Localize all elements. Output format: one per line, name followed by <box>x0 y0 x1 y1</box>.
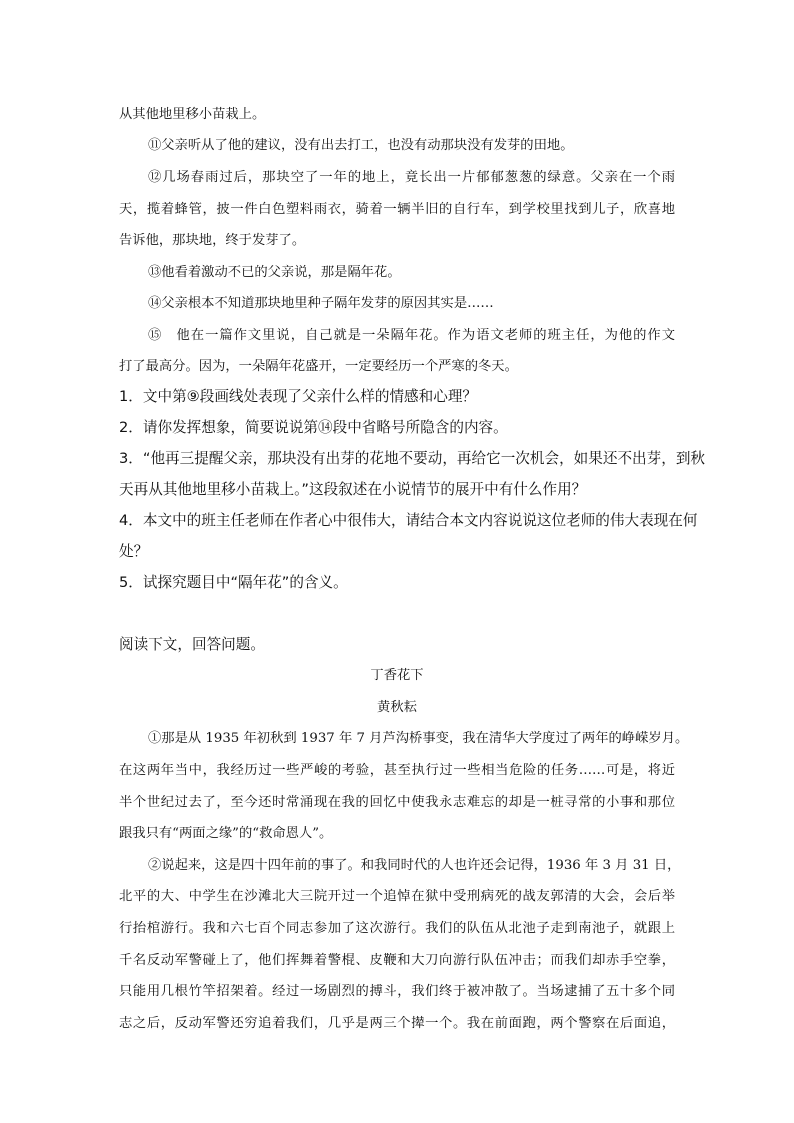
question-3-line: 3．“他再三提醒父亲，那块没有出芽的花地不要动，再给它一次机会，如果还不出芽，到秋 <box>119 450 706 467</box>
paragraph-2-line: 只能用几根竹竿招架着。经过一场剧烈的搏斗，我们终于被冲散了。当场逮捕了五十多个同 <box>119 984 675 999</box>
paragraph-1-line: 在这两年当中，我经历过一些严峻的考验，甚至执行过一些相当危险的任务……可是，将近 <box>119 763 675 778</box>
paragraph-2-line: 志之后，反动军警还穷追着我们，几乎是两三个撵一个。我在前面跑，两个警察在后面追， <box>119 1016 675 1031</box>
reading-instruction: 阅读下文，回答问题。 <box>119 636 265 653</box>
question-5: 5．试探究题目中“隔年花”的含义。 <box>119 574 348 591</box>
question-1: 1．文中第⑨段画线处表现了父亲什么样的情感和心理？ <box>119 388 478 405</box>
paragraph-11: ⑪父亲听从了他的建议，没有出去打工，也没有动那块没有发芽的田地。 <box>148 138 574 153</box>
paragraph-1-line: 跟我只有“两面之缘”的“救命恩人”。 <box>119 826 333 841</box>
paragraph-2-line: 北平的大、中学生在沙滩北大三院开过一个追悼在狱中受刑病死的战友郭清的大会，会后举 <box>119 889 675 904</box>
story-title: 丁香花下 <box>370 668 424 683</box>
question-4-line: 4．本文中的班主任老师在作者心中很伟大，请结合本文内容说说这位老师的伟大表现在何 <box>119 512 698 529</box>
paragraph-12-line: ⑫几场春雨过后，那块空了一年的地上，竟长出一片郁郁葱葱的绿意。父亲在一个雨 <box>148 170 675 185</box>
question-3-line: 天再从其他地里移小苗栽上。”这段叙述在小说情节的展开中有什么作用？ <box>119 481 587 498</box>
paragraph-line: 从其他地里移小苗栽上。 <box>119 107 266 122</box>
question-2: 2．请你发挥想象，简要说说第⑭段中省略号所隐含的内容。 <box>119 419 508 436</box>
paragraph-14: ⑭父亲根本不知道那块地里种子隔年发芽的原因其实是…… <box>148 296 494 311</box>
paragraph-2-line: 千名反动军警碰上了，他们挥舞着警棍、皮鞭和大刀向游行队伍冲击；而我们却赤手空拳， <box>119 953 675 968</box>
paragraph-13: ⑬他看着激动不已的父亲说，那是隔年花。 <box>148 265 401 280</box>
paragraph-1-line: 半个世纪过去了，至今还时常涌现在我的回忆中使我永志难忘的却是一桩寻常的小事和那位 <box>119 795 675 810</box>
paragraph-2-line: ②说起来，这是四十四年前的事了。和我同时代的人也许还会记得，1936 年 3 月 31 日， <box>148 858 681 873</box>
story-author: 黄秋耘 <box>377 700 417 715</box>
paragraph-12-line: 天，揽着蜂管，披一件白色塑料雨衣，骑着一辆半旧的自行车，到学校里找到儿子，欣喜地 <box>119 202 675 217</box>
paragraph-15-line: 打了最高分。因为，一朵隔年花盛开，一定要经历一个严寒的冬天。 <box>119 359 518 374</box>
paragraph-1-line: ①那是从 1935 年初秋到 1937 年 7 月芦沟桥事变，我在清华大学度过了两年的峥嵘岁月。 <box>148 731 689 746</box>
paragraph-12-line: 告诉他，那块地，终于发芽了。 <box>119 233 306 248</box>
paragraph-2-line: 行抬棺游行。我和六七百个同志参加了这次游行。我们的队伍从北池子走到南池子，就跟上 <box>119 921 675 936</box>
paragraph-15-line: ⑮ 他在一篇作文里说，自己就是一朵隔年花。作为语文老师的班主任，为他的作文 <box>148 328 675 343</box>
question-4-line: 处？ <box>119 543 149 560</box>
